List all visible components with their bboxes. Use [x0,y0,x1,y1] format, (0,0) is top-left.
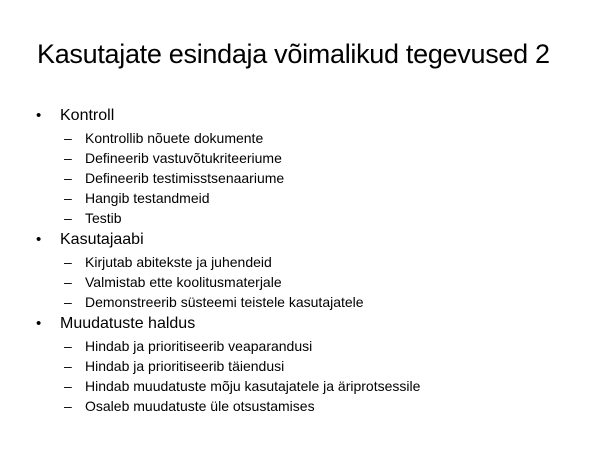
section-muudatuste-haldus [36,312,576,416]
list-item-text: Hindab muudatuste mõju kasutajatele ja äriprotsessile [85,378,421,394]
dash-icon: – [64,210,72,226]
list-item [36,168,576,188]
list-item [36,396,576,416]
dash-icon: – [64,130,72,146]
list-item [36,292,576,312]
list-item-text: Defineerib testimisstsenaariume [85,170,285,186]
list-item [36,356,576,376]
section-kasutajaabi [36,228,576,312]
slide-title: Kasutajate esindaja võimalikud tegevused 2 [37,39,550,69]
bullet-icon: • [36,231,42,248]
list-item [36,148,576,168]
section-heading [36,312,576,336]
list-item [36,208,576,228]
list-item-text: Hangib testandmeid [85,190,210,206]
slide-content [36,104,576,416]
list-item-text: Testib [85,210,122,226]
list-item [36,272,576,292]
list-item [36,128,576,148]
sub-list [36,128,576,228]
list-item [36,252,576,272]
list-item [36,188,576,208]
dash-icon: – [64,398,72,414]
sub-list [36,252,576,312]
list-item-text: Valmistab ette koolitusmaterjale [85,274,282,290]
list-item-text: Kontrollib nõuete dokumente [85,130,264,146]
list-item [36,336,576,356]
list-item [36,376,576,396]
dash-icon: – [64,358,72,374]
section-heading-text: Muudatuste haldus [60,315,196,332]
dash-icon: – [64,274,72,290]
dash-icon: – [64,294,72,310]
list-item-text: Demonstreerib süsteemi teistele kasutajatele [85,294,364,310]
dash-icon: – [64,170,72,186]
list-item-text: Kirjutab abitekste ja juhendeid [85,254,272,270]
section-heading [36,228,576,252]
dash-icon: – [64,254,72,270]
dash-icon: – [64,338,72,354]
bullet-icon: • [36,315,42,332]
dash-icon: – [64,150,72,166]
section-heading-text: Kasutajaabi [60,231,144,248]
bullet-icon: • [36,107,42,124]
list-item-text: Hindab ja prioritiseerib täiendusi [85,358,285,374]
dash-icon: – [64,378,72,394]
list-item-text: Osaleb muudatuste üle otsustamises [85,398,315,414]
list-item-text: Hindab ja prioritiseerib veaparandusi [85,338,313,354]
list-item-text: Defineerib vastuvõtukriteeriume [85,150,282,166]
section-heading-text: Kontroll [60,107,115,124]
sub-list [36,336,576,416]
dash-icon: – [64,190,72,206]
section-heading [36,104,576,128]
section-kontroll [36,104,576,228]
